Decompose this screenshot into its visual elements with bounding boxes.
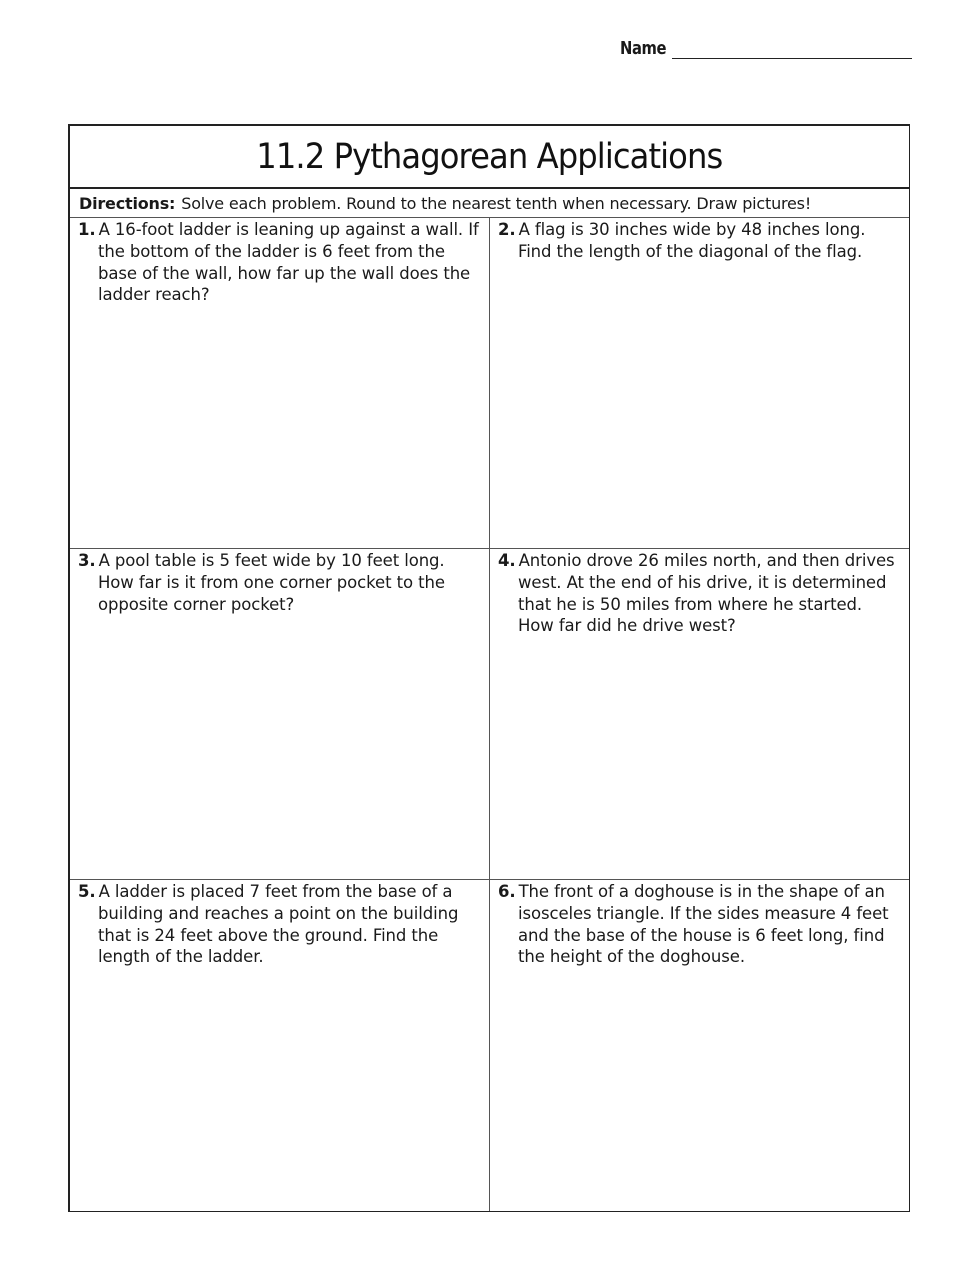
name-label: Name [620,38,667,59]
directions-row [70,189,909,218]
worksheet-table [68,124,910,1212]
problem-text: Antonio drove 26 miles north, and then drives west. At the end of his drive, it is determined that he is 50 miles from where he started. How far did he drive west? [518,551,895,636]
title-row [70,126,909,189]
problem-1[interactable] [70,218,490,549]
problem-4[interactable] [490,549,909,880]
problem-6[interactable] [490,880,909,1211]
problem-grid [70,218,909,1211]
page-title: 11.2 Pythagorean Applications [256,136,723,177]
directions-label: Directions: [79,194,176,213]
problem-number: 1. [78,220,96,239]
problem-number: 3. [78,551,96,570]
problem-number: 5. [78,882,96,901]
problem-text: A pool table is 5 feet wide by 10 feet long. How far is it from one corner pocket to the opposite corner pocket? [98,551,445,614]
name-blank-line[interactable] [672,38,912,59]
problem-3[interactable] [70,549,490,880]
problem-text: A 16-foot ladder is leaning up against a wall. If the bottom of the ladder is 6 feet from the base of the wall, how far up the wall does the ladder reach? [98,220,479,305]
problem-text: The front of a doghouse is in the shape of an isosceles triangle. If the sides measure 4 feet and the base of the house is 6 feet long, find the height of the doghouse. [518,882,889,967]
name-field [620,38,912,59]
problem-text: A ladder is placed 7 feet from the base of a building and reaches a point on the building that is 24 feet above the ground. Find the length of the ladder. [98,882,459,967]
directions-text: Solve each problem. Round to the nearest tenth when necessary. Draw pictures! [181,194,812,213]
problem-5[interactable] [70,880,490,1211]
problem-number: 2. [498,220,516,239]
problem-2[interactable] [490,218,909,549]
problem-number: 4. [498,551,516,570]
problem-text: A flag is 30 inches wide by 48 inches long. Find the length of the diagonal of the flag. [518,220,866,261]
problem-number: 6. [498,882,516,901]
